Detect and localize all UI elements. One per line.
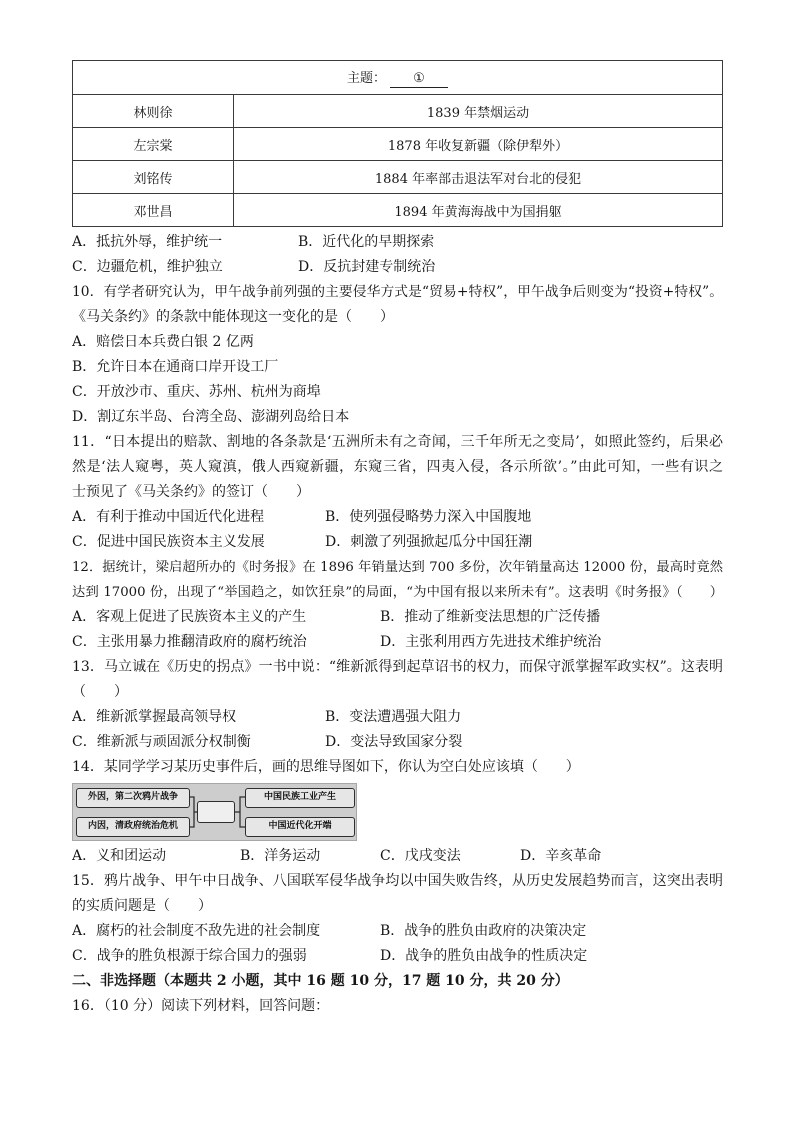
theme-blank: ① xyxy=(390,71,448,88)
q10-stem-line: 10．有学者研究认为，甲午战争前列强的主要侵华方式是“贸易+特权”，甲午战争后则变为“投资+特权”。 xyxy=(72,284,723,300)
table-row xyxy=(73,194,723,227)
q10-option-b: B．允许日本在通商口岸开设工厂 xyxy=(72,359,279,375)
q11-stem-line: 士预见了《马关条约》的签订（ ） xyxy=(72,484,310,500)
mind-map-internal-cause: 内因，清政府统治危机 xyxy=(76,817,190,837)
q14-options-row xyxy=(72,844,723,869)
q15-option-c: C．战争的胜负根源于综合国力的强弱 xyxy=(72,948,307,964)
q9-option-d: D．反抗封建专制统治 xyxy=(298,259,436,275)
q12-option-d: D．主张利用西方先进技术维护统治 xyxy=(380,634,602,650)
q14-option-a: A．义和团运动 xyxy=(72,848,167,864)
q13-stem-line: 13．马立诚在《历史的拐点》一书中说：“维新派得到起草诏书的权力，而保守派掌握军政实权”。这表明 xyxy=(72,659,723,675)
q10-option-c: C．开放沙市、重庆、苏州、杭州为商埠 xyxy=(72,384,321,400)
event-cell: 1894 年黄海海战中为国捐躯 xyxy=(234,194,723,227)
q15-option-d: D．战争的胜负由战争的性质决定 xyxy=(380,948,588,964)
q12-stem-line: 达到 17000 份，出现了“举国趋之，如饮狂泉”的局面，“为中国有报以来所未有”。这表明《时务报》（ ） xyxy=(72,585,723,600)
person-cell: 林则徐 xyxy=(73,95,234,128)
q12-option-b: B．推动了维新变法思想的广泛传播 xyxy=(380,609,601,625)
mind-map-image xyxy=(72,783,357,841)
theme-label: 主题： xyxy=(346,71,386,86)
q9-options-row xyxy=(72,230,723,255)
q11-options-row xyxy=(72,530,723,555)
table-row xyxy=(73,95,723,128)
q15-option-a: A．腐朽的社会制度不敌先进的社会制度 xyxy=(72,923,321,939)
q12-options-row xyxy=(72,605,723,630)
q13-option-a: A．维新派掌握最高领导权 xyxy=(72,709,237,725)
event-cell: 1878 年收复新疆（除伊犁外） xyxy=(234,128,723,161)
q13-option-c: C．维新派与顽固派分权制衡 xyxy=(72,734,251,750)
mind-map-blank-box xyxy=(197,801,235,823)
table-row xyxy=(73,128,723,161)
q10-option-a: A．赔偿日本兵费白银 2 亿两 xyxy=(72,334,254,350)
theme-table xyxy=(72,60,723,227)
q12-stem-line: 12．据统计，梁启超所办的《时务报》在 1896 年销量达到 700 多份，次年销量高达 12000 份，最高时竟然 xyxy=(72,560,723,575)
event-cell: 1839 年禁烟运动 xyxy=(234,95,723,128)
q15-option-b: B．战争的胜负由政府的决策决定 xyxy=(380,923,587,939)
q11-option-d: D．刺激了列强掀起瓜分中国狂潮 xyxy=(325,534,533,550)
q13-options-row xyxy=(72,705,723,730)
q14-option-d: D．辛亥革命 xyxy=(520,848,602,864)
q11-stem-line: 11．“日本提出的赔款、割地的各条款是‘五洲所未有之奇闻，三千年所无之变局’，如照此签约，后果必 xyxy=(72,434,723,450)
q10-stem-line: 《马关条约》的条款中能体现这一变化的是（ ） xyxy=(72,309,394,325)
q13-stem-line: （ ） xyxy=(72,684,128,700)
q12-options-row xyxy=(72,630,723,655)
questions-body xyxy=(72,230,723,1019)
mind-map-external-cause: 外因，第二次鸦片战争 xyxy=(76,788,190,808)
event-cell: 1884 年率部击退法军对台北的侵犯 xyxy=(234,161,723,194)
mind-map-result-1: 中国民族工业产生 xyxy=(245,788,355,808)
person-cell: 刘铭传 xyxy=(73,161,234,194)
q9-options-row xyxy=(72,255,723,280)
q10-option-d: D．割辽东半岛、台湾全岛、澎湖列岛给日本 xyxy=(72,409,350,425)
section-2-heading: 二、非选择题（本题共 2 小题，其中 16 题 10 分，17 题 10 分，共 20 分） xyxy=(72,973,569,989)
q11-options-row xyxy=(72,505,723,530)
person-cell: 左宗棠 xyxy=(73,128,234,161)
q12-option-c: C．主张用暴力推翻清政府的腐朽统治 xyxy=(72,634,307,650)
q12-option-a: A．客观上促进了民族资本主义的产生 xyxy=(72,609,307,625)
q13-option-b: B．变法遭遇强大阻力 xyxy=(325,709,462,725)
q11-option-c: C．促进中国民族资本主义发展 xyxy=(72,534,265,550)
q14-option-c: C．戊戌变法 xyxy=(380,848,461,864)
person-cell: 邓世昌 xyxy=(73,194,234,227)
mind-map-diagram xyxy=(72,780,723,844)
q14-stem-line: 14．某同学学习某历史事件后，画的思维导图如下，你认为空白处应该填（ ） xyxy=(72,759,580,775)
q9-option-a: A．抵抗外辱，维护统一 xyxy=(72,234,223,250)
q15-options-row xyxy=(72,944,723,969)
q11-stem-line: 然是‘法人窥粤，英人窥滇，俄人西窥新疆，东窥三省，四夷入侵，各示所欲’。”由此可知，一些有识之 xyxy=(72,459,723,475)
theme-header-cell xyxy=(73,61,723,95)
q9-option-b: B．近代化的早期探索 xyxy=(298,234,435,250)
q15-stem-line: 15．鸦片战争、甲午中日战争、八国联军侵华战争均以中国失败告终，从历史发展趋势而言，这突出表明 xyxy=(72,873,723,889)
q14-option-b: B．洋务运动 xyxy=(240,848,321,864)
q13-options-row xyxy=(72,730,723,755)
q9-option-c: C．边疆危机，维护独立 xyxy=(72,259,223,275)
q16-stem-line: 16．（10 分）阅读下列材料，回答问题： xyxy=(72,998,330,1014)
q13-option-d: D．变法导致国家分裂 xyxy=(325,734,463,750)
q15-stem-line: 的实质问题是（ ） xyxy=(72,898,212,914)
mind-map-result-2: 中国近代化开端 xyxy=(245,817,355,837)
q11-option-a: A．有利于推动中国近代化进程 xyxy=(72,509,265,525)
theme-header-row xyxy=(73,61,723,95)
q11-option-b: B．使列强侵略势力深入中国腹地 xyxy=(325,509,532,525)
q15-options-row xyxy=(72,919,723,944)
table-row xyxy=(73,161,723,194)
